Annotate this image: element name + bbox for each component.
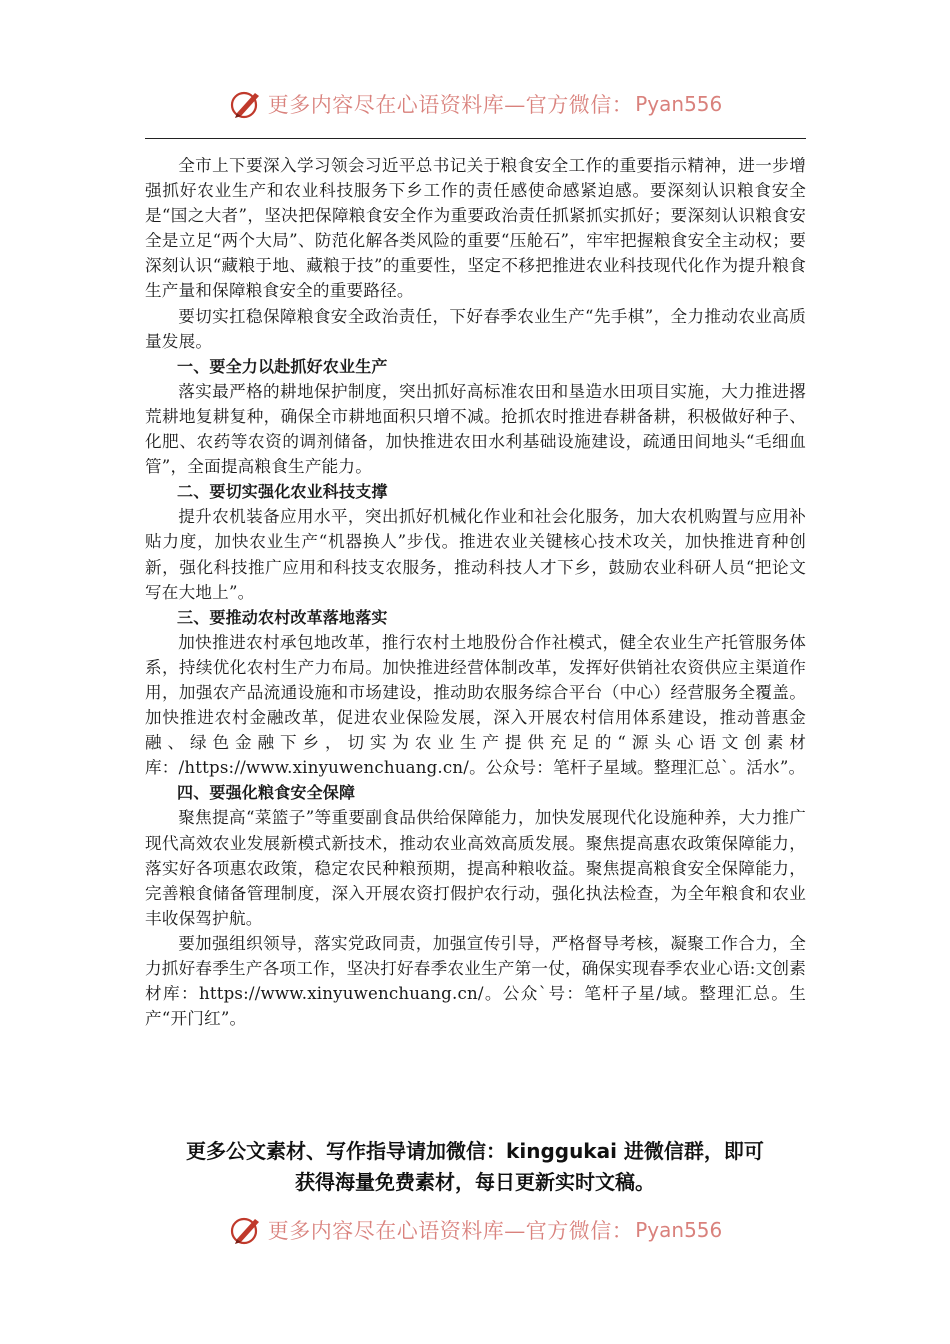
section-heading: 二、要切实强化农业科技支撑 [177,482,388,502]
footer-promo [110,1136,840,1198]
header-banner-inner [228,86,723,122]
paragraph: 要加强组织领导，落实党政同责，加强宣传引导，严格督导考核，凝聚工作合力，全力抓好春季生产各项工作，坚决打好春季农业生产第一仗，确保实现春季农业心语:文创素材库：https://www.xinyuwenchuang.cn/。公众`号：笔杆子星/域。整理汇总。生产“开门红”。 [145,933,806,1029]
pen-logo-icon [228,86,264,122]
footer-promo-line2: 获得海量免费素材，每日更新实时文稿。 [295,1170,655,1194]
paragraph: 聚焦提高“菜篮子”等重要副食品供给保障能力，加快发展现代化设施种养，大力推广现代高效农业发展新模式新技术，推动农业高效高质发展。聚焦提高惠农政策保障能力，落实好各项惠农政策，稳定农民种粮预期，提高种粮收益。聚焦提高粮食安全保障能力，完善粮食储备管理制度，深入开展农资打假护农行动，强化执法检查，为全年粮食和农业丰收保驾护航。 [145,808,806,928]
header-banner-wechat-id: Pyan556 [635,92,723,116]
article-body [145,153,806,1031]
pen-logo-icon [228,1212,264,1248]
paragraph: 落实最严格的耕地保护制度，突出抓好高标准农田和垦造水田项目实施，大力推进撂荒耕地复耕复种，确保全市耕地面积只增不减。抢抓农时推进春耕备耕，积极做好种子、化肥、农药等农资的调剂储备，加快推进农田水利基础设施建设，疏通田间地头“毛细血管”，全面提高粮食生产能力。 [145,381,806,477]
footer-banner-wechat-id: Pyan556 [635,1218,723,1242]
header-banner-text: 更多内容尽在心语资料库—官方微信： [267,93,634,117]
footer-banner-inner [228,1212,723,1248]
footer-promo-line1: 更多公文素材、写作指导请加微信：kinggukai 进微信群，即可 [186,1139,764,1163]
paragraph: 加快推进农村承包地改革，推行农村土地股份合作社模式，健全农业生产托管服务体系，持续优化农村生产力布局。加快推进经营体制改革，发挥好供销社农资供应主渠道作用，加强农产品流通设施和市场建设，推动助农服务综合平台（中心）经营服务全覆盖。加快推进农村金融改革，促进农业保险发展，深入开展农村信用体系建设，推动普惠金融、绿色金融下乡，切实为农业生产提供充足的“源头心语文创素材库：/https://www.xinyuwenchuang.cn/。公众号：笔杆子星域。整理汇总`。活水”。 [145,632,806,778]
section-heading: 四、要强化粮食安全保障 [177,783,356,803]
paragraph: 提升农机装备应用水平，突出抓好机械化作业和社会化服务，加大农机购置与应用补贴力度，加快农业生产“机器换人”步伐。推进农业关键核心技术攻关，加快推进育种创新，强化科技推广应用和科技支农服务，推动科技人才下乡，鼓励农业科研人员“把论文写在大地上”。 [145,507,806,602]
paragraph: 要切实扛稳保障粮食安全政治责任，下好春季农业生产“先手棋”，全力推动农业高质量发展。 [145,306,806,351]
footer-banner-text: 更多内容尽在心语资料库—官方微信： [267,1219,634,1243]
footer-banner [0,1210,950,1250]
paragraph: 全市上下要深入学习领会习近平总书记关于粮食安全工作的重要指示精神，进一步增强抓好农业生产和农业科技服务下乡工作的责任感使命感紧迫感。要深刻认识粮食安全是“国之大者”，坚决把保障粮食安全作为重要政治责任抓紧抓实抓好；要深刻认识粮食安全是立足“两个大局”、防范化解各类风险的重要“压舱石”，牢牢把握粮食安全主动权；要深刻认识“藏粮于地、藏粮于技”的重要性，坚定不移把推进农业科技现代化作为提升粮食生产量和保障粮食安全的重要路径。 [145,156,806,301]
header-banner [0,84,950,124]
header-divider [145,138,806,139]
section-heading: 三、要推动农村改革落地落实 [177,607,388,627]
section-heading: 一、要全力以赴抓好农业生产 [177,356,388,376]
